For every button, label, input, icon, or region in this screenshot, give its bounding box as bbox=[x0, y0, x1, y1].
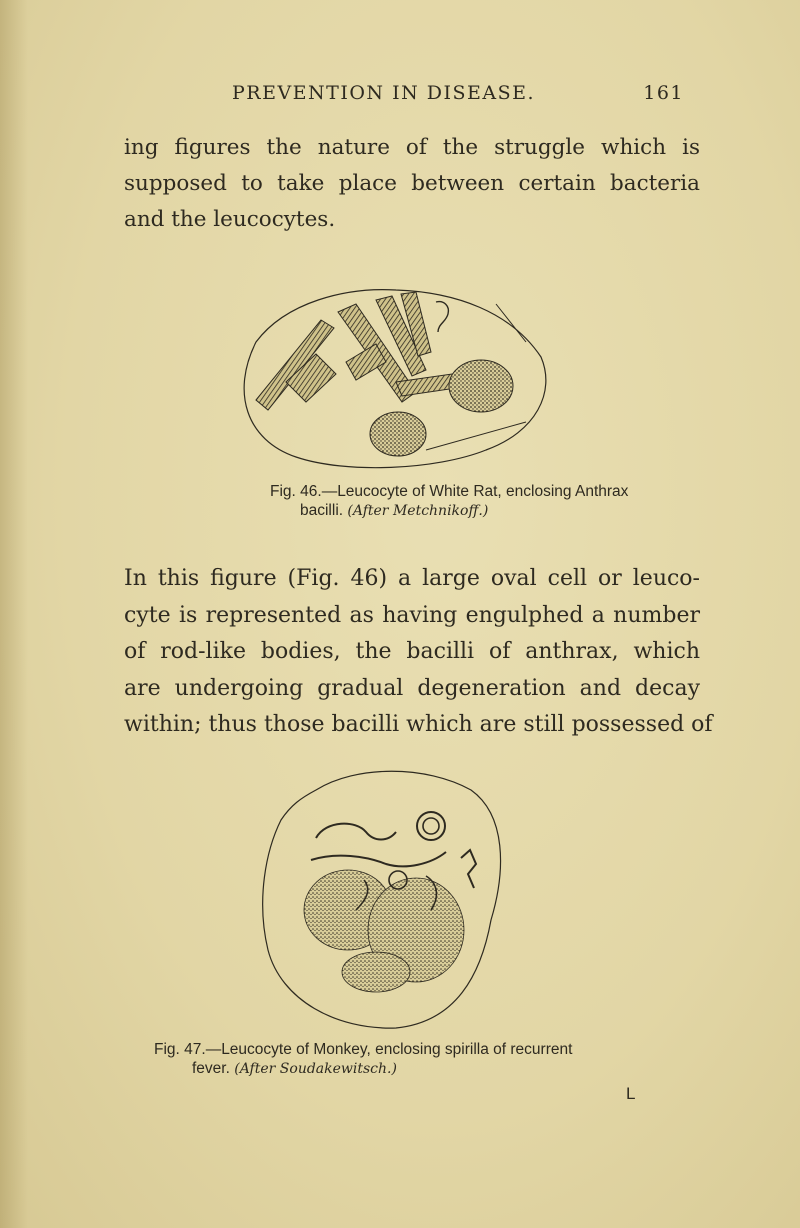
text-line: of rod-like bodies, the bacilli of anthrax, which bbox=[124, 639, 700, 664]
paragraph-2 bbox=[124, 561, 713, 744]
gutter-shadow bbox=[0, 0, 28, 1228]
page-number: 161 bbox=[643, 82, 684, 104]
caption-text: bacilli. bbox=[300, 502, 344, 519]
leucocyte-monkey-drawing bbox=[256, 760, 516, 1032]
text-line: and the leucocytes. bbox=[124, 207, 336, 232]
caption-line: Fig. 46.—Leucocyte of White Rat, enclosing Anthrax bbox=[270, 483, 629, 500]
text-line: within; thus those bacilli which are still possessed of bbox=[124, 712, 713, 737]
text-line: are undergoing gradual degeneration and decay bbox=[124, 675, 700, 701]
leucocyte-rat-drawing bbox=[226, 282, 556, 478]
caption-attribution: (After Soudakewitsch.) bbox=[234, 1061, 397, 1077]
text-line: ing figures the nature of the struggle which is bbox=[124, 135, 700, 160]
figure-46-illustration bbox=[226, 282, 556, 478]
text-line: supposed to take place between certain bacteria bbox=[124, 171, 700, 196]
text-line: cyte is represented as having engulphed a number bbox=[124, 602, 700, 628]
caption-line: Fig. 47.—Leucocyte of Monkey, enclosing spirilla of recurrent bbox=[154, 1041, 573, 1058]
figure-47-caption bbox=[154, 1040, 714, 1079]
caption-text: fever. bbox=[192, 1060, 230, 1077]
figure-46-caption bbox=[270, 482, 670, 521]
text-line: In this figure (Fig. 46) a large oval cell or leuco- bbox=[124, 566, 700, 591]
caption-line bbox=[270, 501, 670, 521]
paragraph-1 bbox=[124, 130, 700, 238]
running-head bbox=[232, 82, 684, 110]
caption-attribution: (After Metchnikoff.) bbox=[347, 503, 489, 519]
running-head-title: PREVENTION IN DISEASE. bbox=[232, 82, 536, 104]
signature-mark: L bbox=[626, 1084, 636, 1103]
caption-line bbox=[154, 1059, 714, 1079]
figure-47-illustration bbox=[256, 760, 516, 1032]
